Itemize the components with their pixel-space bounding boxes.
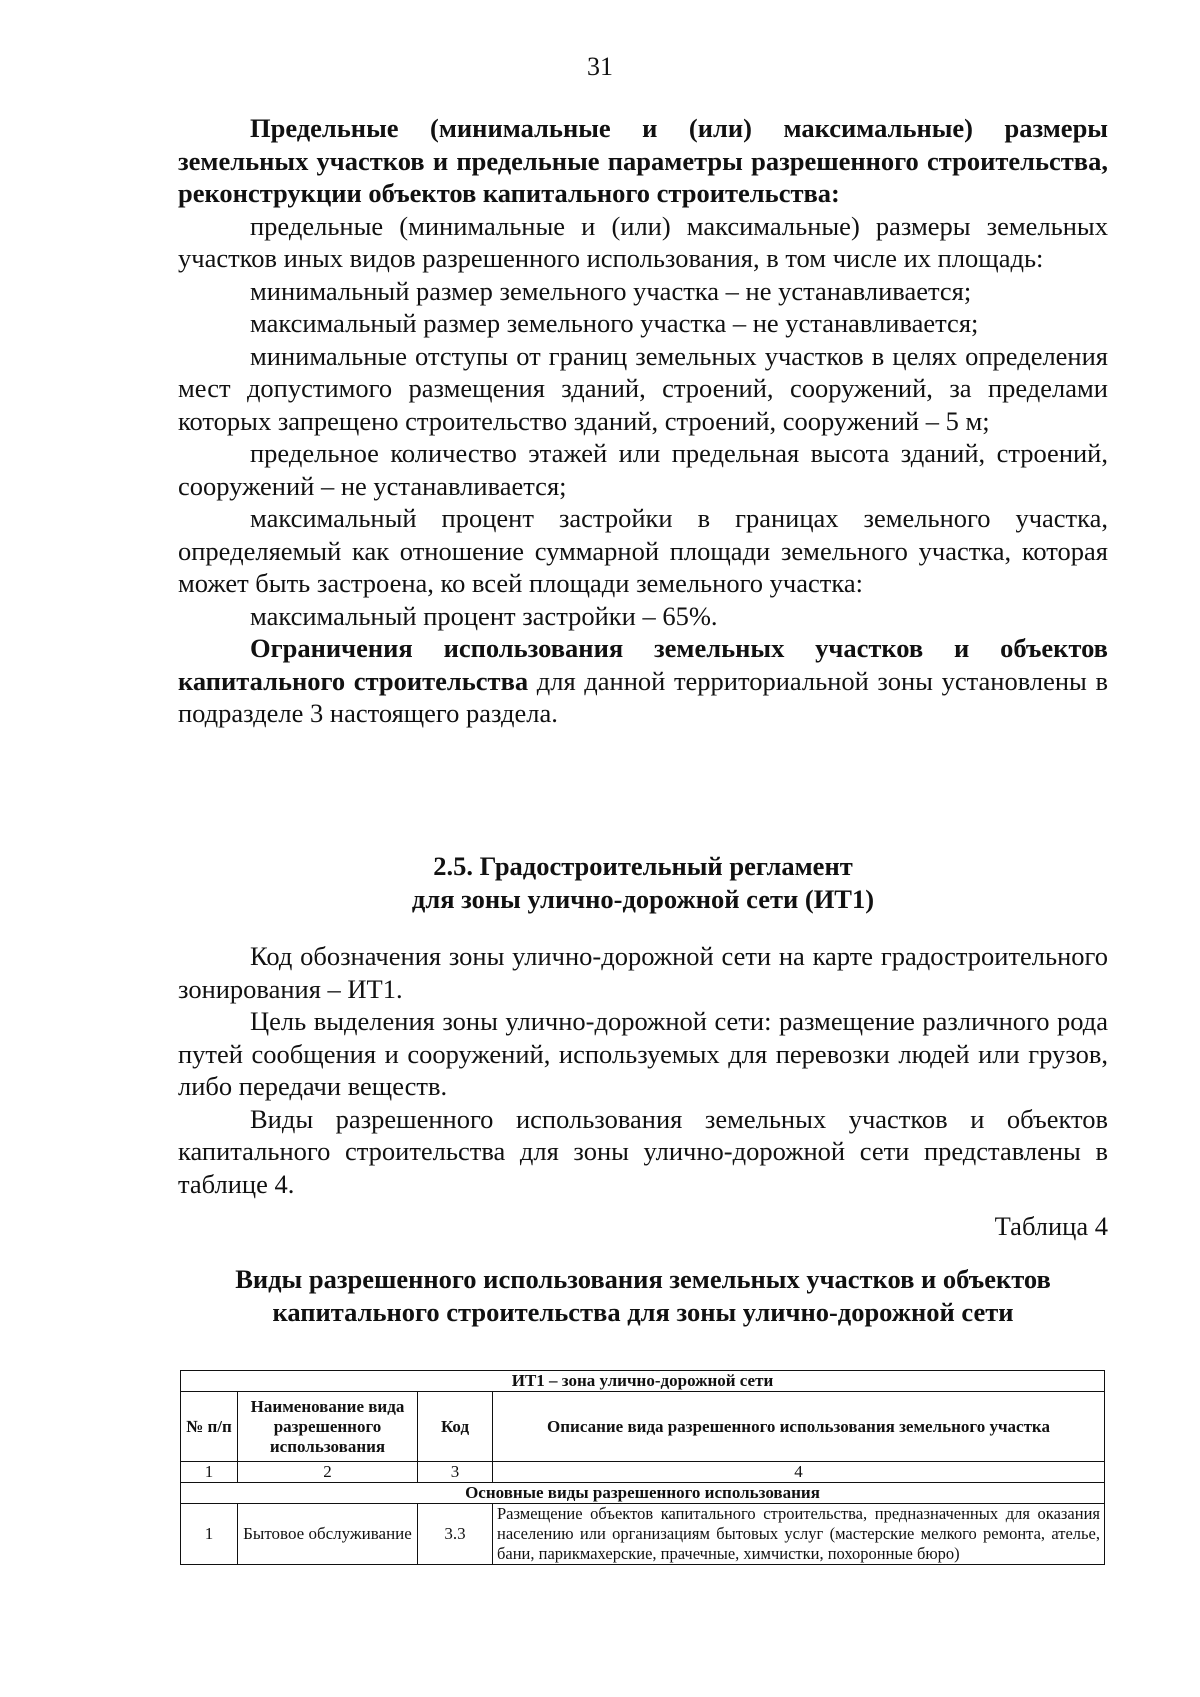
page-number: 31 (587, 52, 613, 81)
paragraph: Код обозначения зоны улично-дорожной сети на карте градостроительного зонирования – ИТ1. (178, 941, 1108, 1004)
header-name: Наименование вида разрешенного использования (238, 1392, 418, 1462)
paragraph: максимальный процент застройки в границах земельного участка, определяемый как отношение суммарной площади земельного участка, которая может быть застроена, ко всей площади земельного участка: (178, 503, 1108, 598)
land-use-table (180, 1370, 1105, 1565)
header-num: № п/п (181, 1392, 238, 1462)
table-title (178, 1263, 1108, 1328)
table-title-line: капитального строительства для зоны улично-дорожной сети (272, 1296, 1014, 1327)
row-code: 3.3 (418, 1504, 493, 1565)
paragraph: максимальный размер земельного участка – не устанавливается; (250, 308, 979, 338)
paragraph: предельное количество этажей или предельная высота зданий, строений, сооружений – не устанавливается; (178, 438, 1108, 501)
table-label: Таблица 4 (994, 1211, 1108, 1241)
paragraph: предельные (минимальные и (или) максимальные) размеры земельных участков иных видов разрешенного использования, в том числе их площадь: (178, 210, 1108, 273)
column-number: 2 (238, 1462, 418, 1483)
zone-header-cell: ИТ1 – зона улично-дорожной сети (181, 1371, 1105, 1392)
table-title-line: Виды разрешенного использования земельных участков и объектов (235, 1264, 1051, 1294)
restrictions-bold-text: Ограничения использования земельных участков и объектов капитального строительства (178, 633, 1108, 696)
column-number: 4 (493, 1462, 1105, 1483)
column-header-row (181, 1392, 1105, 1462)
table-row (181, 1504, 1105, 1565)
column-number: 3 (418, 1462, 493, 1483)
land-parameters-section (178, 112, 1108, 730)
paragraph: минимальный размер земельного участка – не устанавливается; (250, 275, 972, 306)
restrictions-paragraph (178, 632, 1108, 730)
paragraph: Цель выделения зоны улично-дорожной сети: размещение различного рода путей сообщения и сооружений, используемых для перевозки людей или грузов, либо передачи веществ. (178, 1006, 1108, 1101)
row-num: 1 (181, 1504, 238, 1565)
header-code: Код (418, 1392, 493, 1462)
land-parameters-heading: Предельные (минимальные и (или) максимальные) размеры земельных участков и предельные параметры разрешенного строительства, реконструкции объектов капитального строительства: (178, 113, 1108, 208)
row-description: Размещение объектов капитального строительства, предназначенных для оказания населению или организациям бытовых услуг (мастерские мелкого ремонта, ателье, бани, парикмахерские, прачечные, химчистки, похоронные бюро) (493, 1504, 1105, 1565)
header-description: Описание вида разрешенного использования земельного участка (493, 1392, 1105, 1462)
group-header-cell: Основные виды разрешенного использования (181, 1483, 1105, 1504)
paragraph: Виды разрешенного использования земельных участков и объектов капитального строительства для зоны улично-дорожной сети представлены в таблице 4. (178, 1103, 1108, 1199)
section-2-5-title (178, 850, 1108, 915)
restrictions-text: для данной территориальной зоны установлены в подразделе 3 настоящего раздела. (178, 665, 1108, 728)
column-number: 1 (181, 1462, 238, 1483)
zone-header-row (181, 1371, 1105, 1392)
paragraph: максимальный процент застройки – 65%. (250, 600, 718, 631)
section-title-line: 2.5. Градостроительный регламент (433, 851, 853, 881)
row-name: Бытовое обслуживание (238, 1504, 418, 1565)
section-title-line: для зоны улично-дорожной сети (ИТ1) (411, 883, 875, 914)
paragraph: минимальные отступы от границ земельных участков в целях определения мест допустимого размещения зданий, строений, сооружений, за пределами которых запрещено строительство зданий, строений, сооружений – 5 м; (178, 340, 1108, 436)
column-number-row (181, 1462, 1105, 1483)
section-2-5-body (178, 940, 1108, 1243)
group-header-row (181, 1483, 1105, 1504)
